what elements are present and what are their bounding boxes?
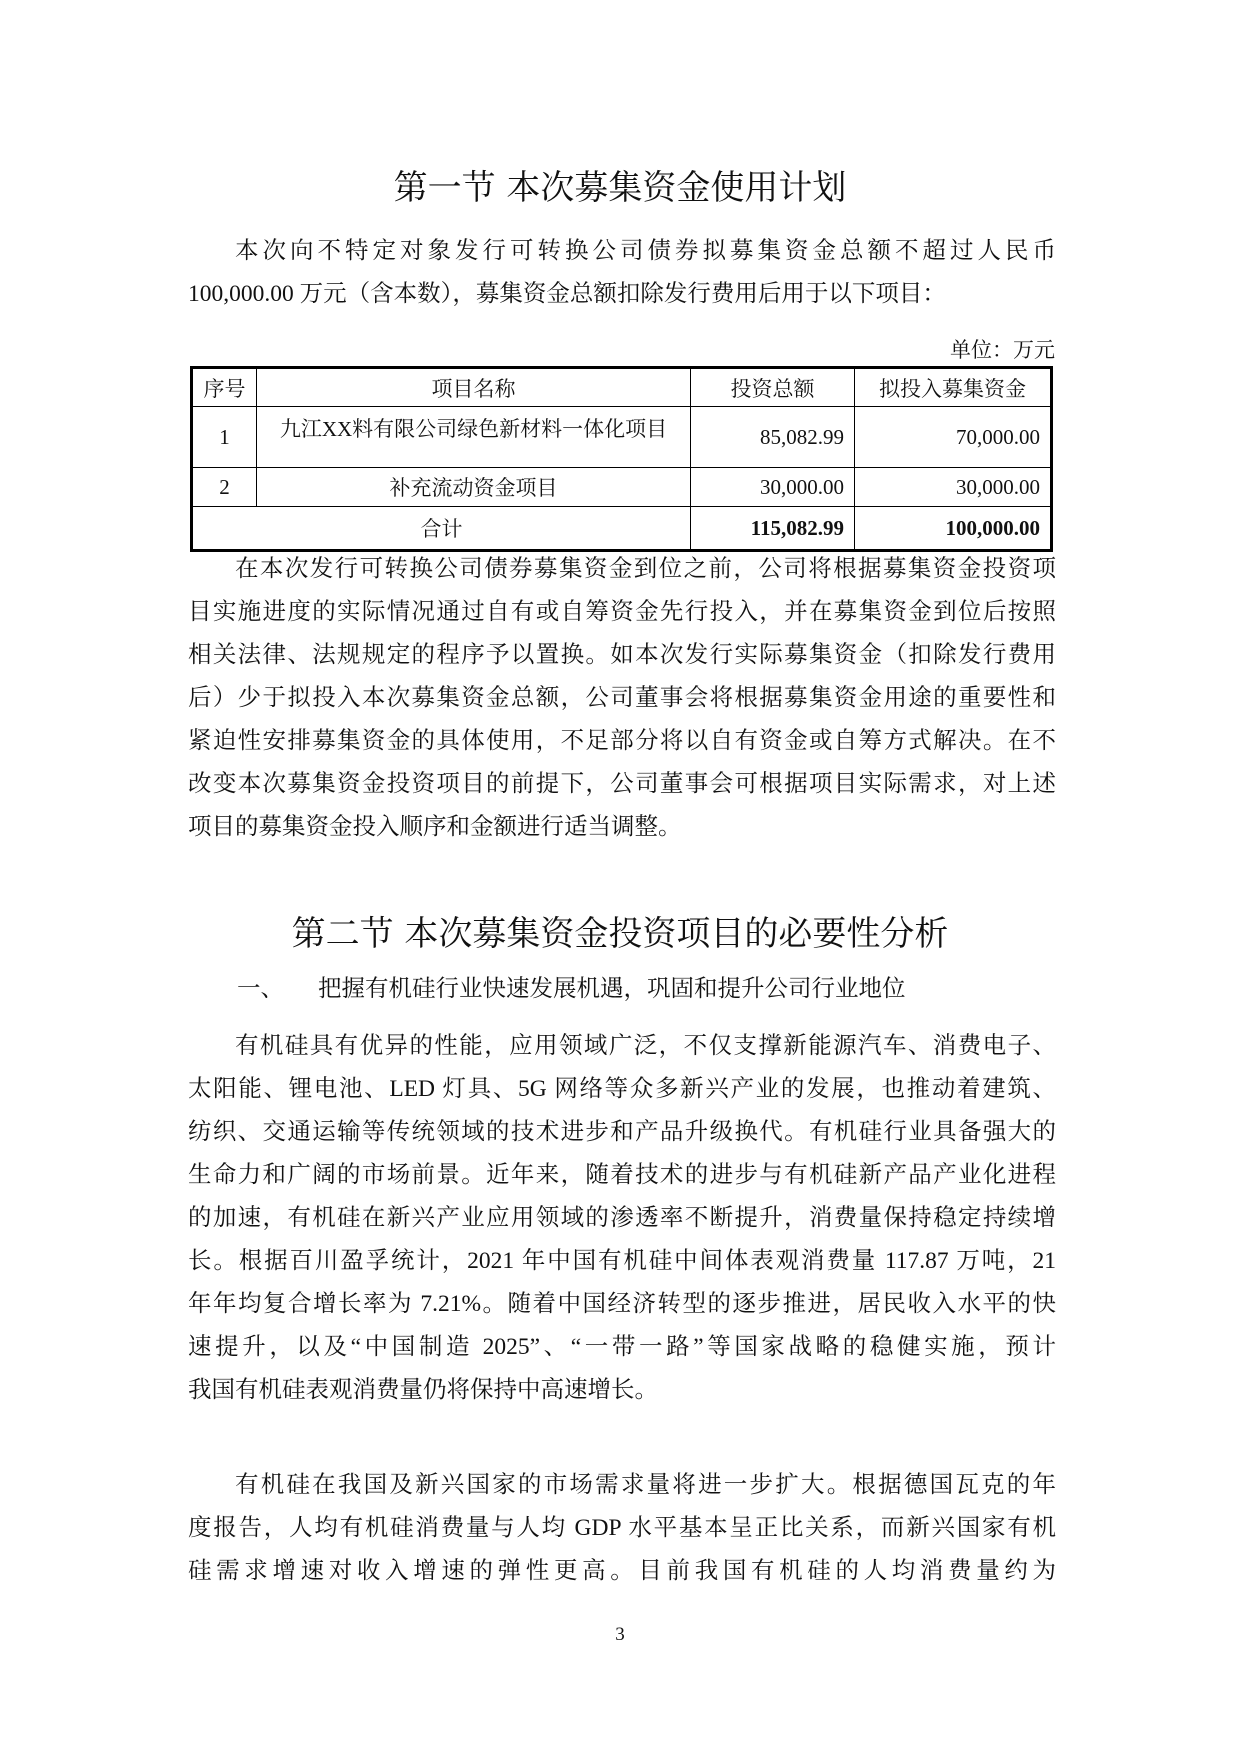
page-number: 3	[615, 1624, 625, 1645]
section1-paragraph	[188, 548, 1056, 849]
total-raised: 100,000.00	[945, 515, 1040, 540]
table-header-row	[192, 368, 1052, 407]
header-cell: 拟投入募集资金	[855, 368, 1052, 407]
subsection-title: 把握有机硅行业快速发展机遇，巩固和提升公司行业地位	[318, 976, 906, 1002]
cell: 九江XX料有限公司绿色新材料一体化项目	[257, 407, 691, 468]
cell: 30,000.00	[691, 468, 855, 507]
section2-paragraph-1	[188, 1025, 1056, 1412]
text-line: 长。根据百川盈孚统计，2021 年中国有机硅中间体表观消费量 117.87 万吨，21	[188, 1248, 1056, 1274]
cell: 补充流动资金项目	[257, 468, 691, 507]
text-line: 我国有机硅表观消费量仍将保持中高速增长。	[188, 1377, 658, 1403]
section1-title: 第一节 本次募集资金使用计划	[393, 168, 847, 208]
section2-title: 第二节 本次募集资金投资项目的必要性分析	[291, 914, 949, 954]
header-cell: 项目名称	[257, 368, 691, 407]
text-line: 100,000.00 万元（含本数），募集资金总额扣除发行费用后用于以下项目：	[188, 281, 946, 307]
table-row	[192, 468, 1052, 507]
unit-label: 单位：万元	[950, 338, 1055, 362]
cell: 合计	[192, 507, 691, 551]
text-line: 年年均复合增长率为 7.21%。随着中国经济转型的逐步推进，居民收入水平的快	[188, 1291, 1056, 1317]
text-line: 在本次发行可转换公司债券募集资金到位之前，公司将根据募集资金投资项	[235, 556, 1056, 582]
cell: 2	[192, 468, 257, 507]
cell: 30,000.00	[855, 468, 1052, 507]
text-line: 有机硅具有优异的性能，应用领域广泛，不仅支撑新能源汽车、消费电子、	[235, 1033, 1056, 1059]
cell: 70,000.00	[855, 407, 1052, 468]
table-total-row	[192, 507, 1052, 551]
cell: 85,082.99	[691, 407, 855, 468]
text-line: 生命力和广阔的市场前景。近年来，随着技术的进步与有机硅新产品产业化进程	[188, 1162, 1056, 1188]
text-line: 紧迫性安排募集资金的具体使用，不足部分将以自有资金或自筹方式解决。在不	[188, 728, 1056, 754]
text-line: 太阳能、锂电池、LED 灯具、5G 网络等众多新兴产业的发展，也推动着建筑、	[188, 1076, 1056, 1102]
text-line: 相关法律、法规规定的程序予以置换。如本次发行实际募集资金（扣除发行费用	[188, 642, 1056, 668]
section2-paragraph-2	[188, 1464, 1056, 1593]
text-line: 速提升，以及“中国制造 2025”、“一带一路”等国家战略的稳健实施，预计	[188, 1334, 1056, 1360]
text-line: 度报告，人均有机硅消费量与人均 GDP 水平基本呈正比关系，而新兴国家有机	[188, 1515, 1056, 1541]
text-line: 本次向不特定对象发行可转换公司债券拟募集资金总额不超过人民币	[235, 238, 1056, 264]
text-line: 的加速，有机硅在新兴产业应用领域的渗透率不断提升，消费量保持稳定持续增	[188, 1205, 1056, 1231]
header-cell: 投资总额	[691, 368, 855, 407]
cell: 1	[192, 407, 257, 468]
text-line: 后）少于拟投入本次募集资金总额，公司董事会将根据募集资金用途的重要性和	[188, 685, 1056, 711]
text-line: 硅需求增速对收入增速的弹性更高。目前我国有机硅的人均消费量约为	[188, 1558, 1056, 1584]
text-line: 改变本次募集资金投资项目的前提下，公司董事会可根据项目实际需求，对上述	[188, 771, 1056, 797]
total-investment: 115,082.99	[750, 515, 844, 540]
text-line: 有机硅在我国及新兴国家的市场需求量将进一步扩大。根据德国瓦克的年	[235, 1472, 1056, 1498]
text-line: 目实施进度的实际情况通过自有或自筹资金先行投入，并在募集资金到位后按照	[188, 599, 1056, 625]
subsection-number: 一、	[237, 976, 284, 1002]
header-cell: 序号	[192, 368, 257, 407]
fund-usage-table	[190, 366, 1053, 552]
table-row	[192, 407, 1052, 468]
text-line: 项目的募集资金投入顺序和金额进行适当调整。	[188, 814, 682, 840]
intro-paragraph	[188, 230, 1056, 316]
text-line: 纺织、交通运输等传统领域的技术进步和产品升级换代。有机硅行业具备强大的	[188, 1119, 1056, 1145]
